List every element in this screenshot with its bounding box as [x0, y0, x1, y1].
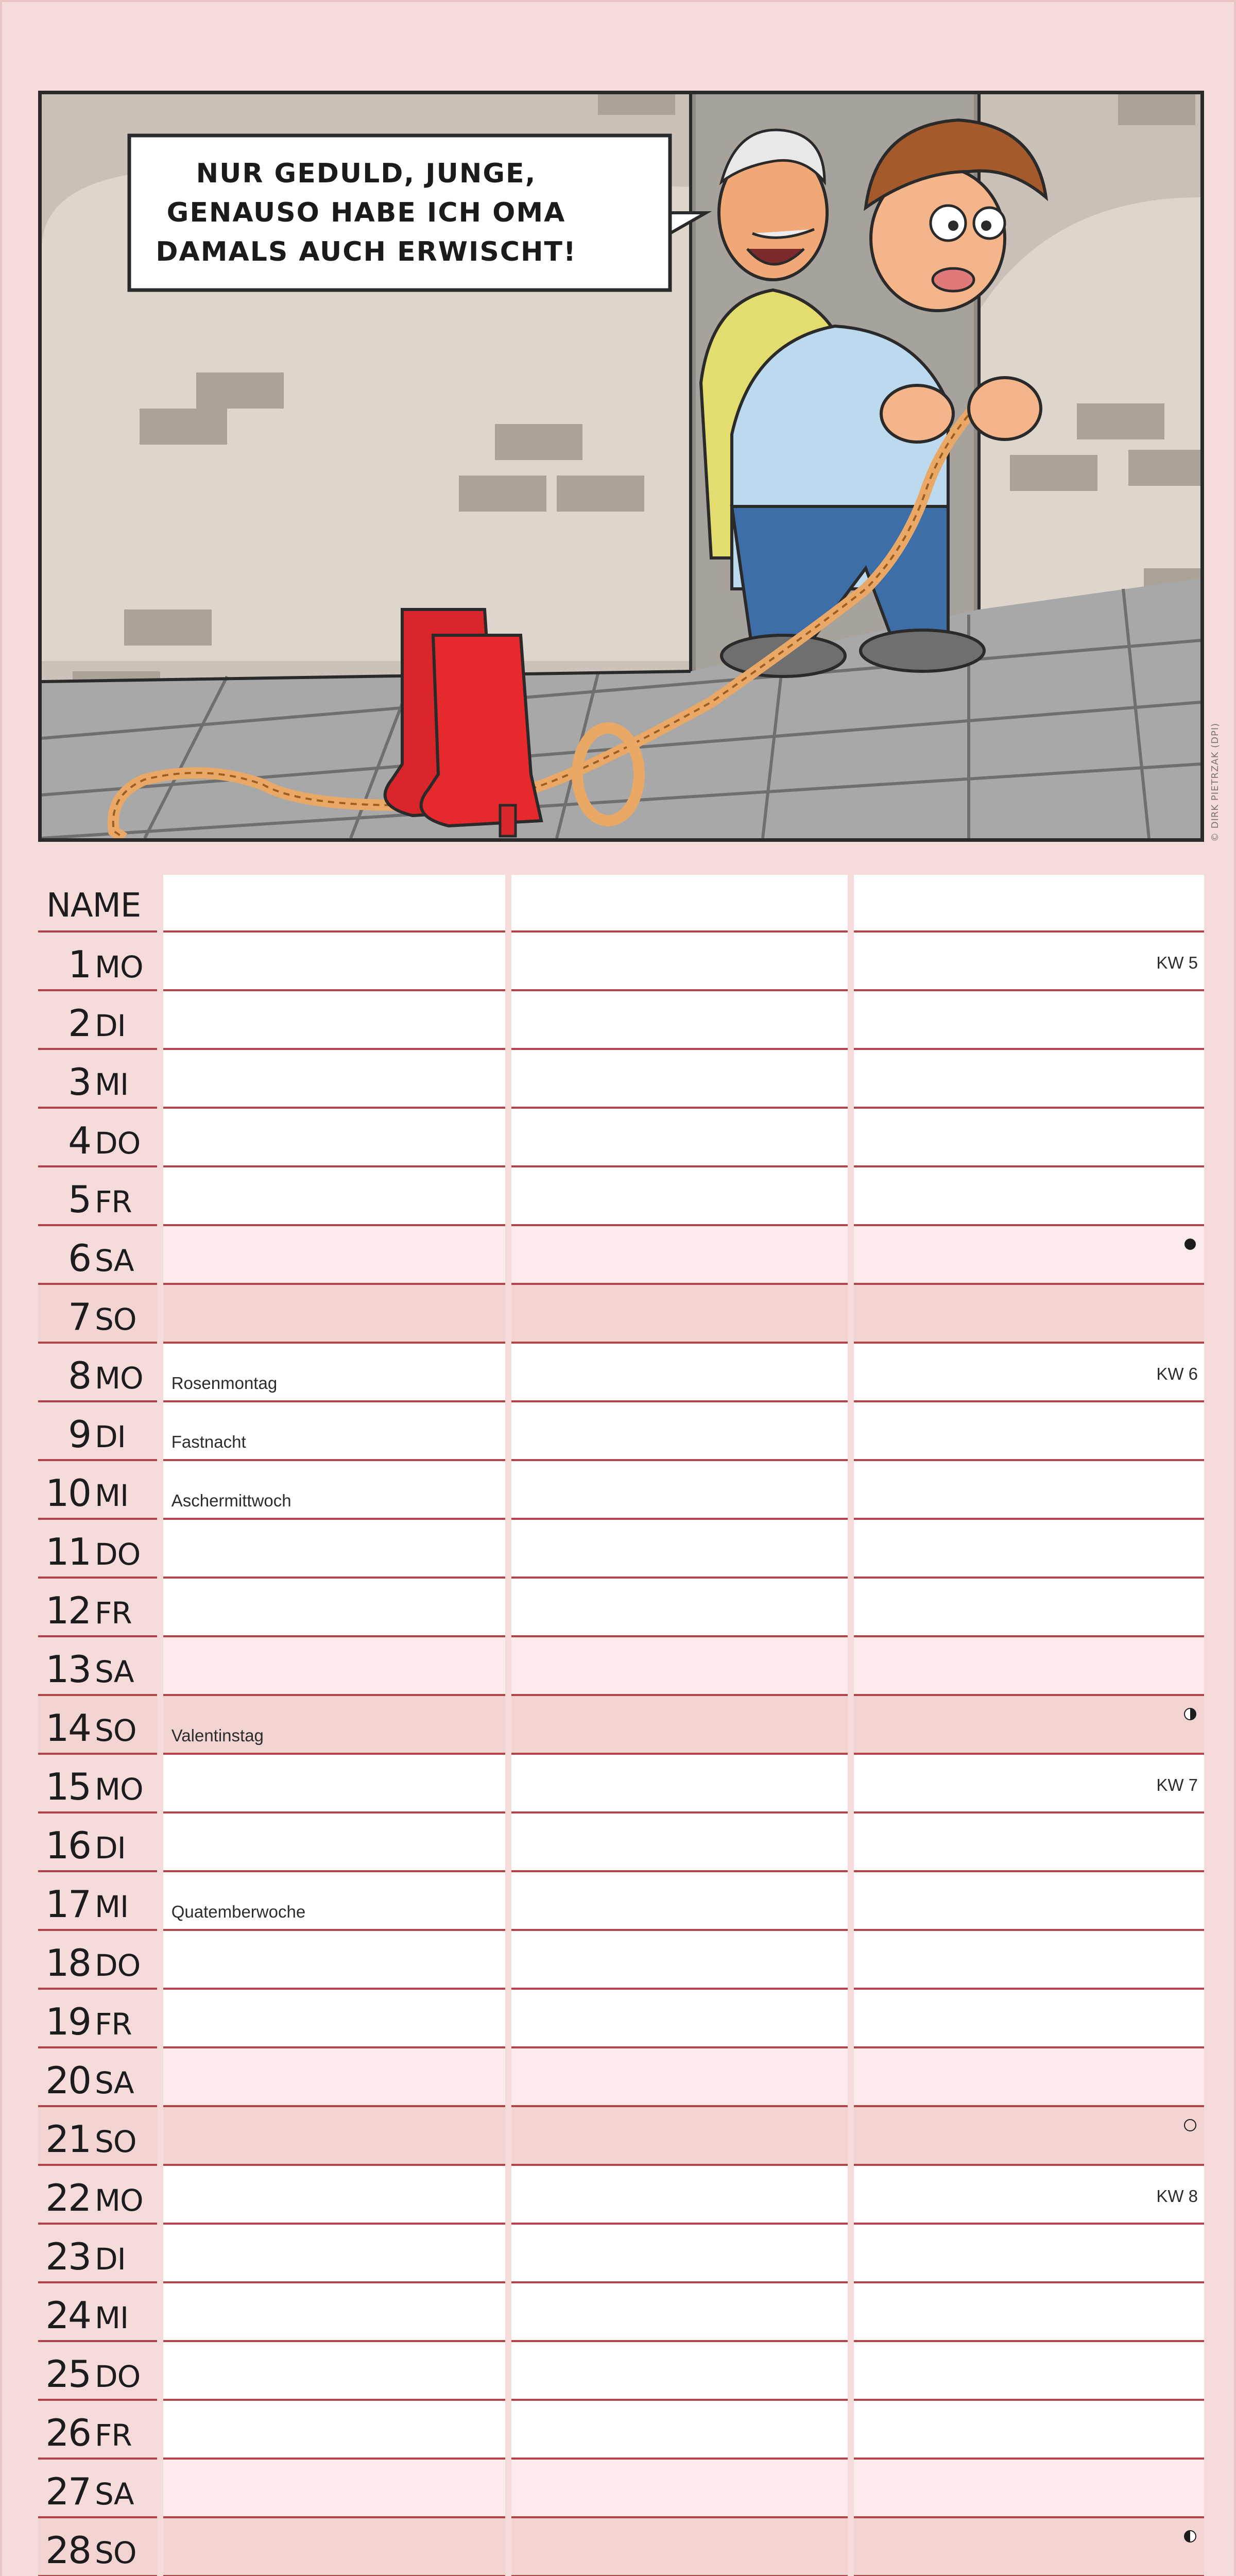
first-quarter-moon-icon — [1183, 1707, 1197, 1721]
weekday-abbrev: DO — [95, 2359, 141, 2394]
day-row — [38, 2107, 1204, 2166]
entry-cell-1[interactable] — [163, 2342, 505, 2401]
day-row — [38, 1109, 1204, 1167]
entry-cell-1[interactable] — [163, 1226, 505, 1285]
day-label-cell — [38, 933, 157, 991]
holiday-label: Valentinstag — [171, 1726, 264, 1745]
entry-cell-3[interactable] — [854, 1344, 1204, 1402]
day-number: 18 — [45, 1941, 91, 1985]
entry-cell-2[interactable] — [511, 1931, 848, 1990]
day-row — [38, 933, 1204, 991]
entry-cell-1[interactable] — [163, 2107, 505, 2166]
day-number: 8 — [68, 1354, 91, 1397]
weekday-abbrev: SO — [95, 1302, 136, 1337]
day-number: 7 — [68, 1295, 91, 1338]
entry-cell-3[interactable] — [854, 1637, 1204, 1696]
day-label-cell — [38, 1050, 157, 1109]
entry-cell-1[interactable] — [163, 991, 505, 1050]
day-row — [38, 1520, 1204, 1579]
day-number: 16 — [45, 1824, 91, 1867]
entry-cell-3[interactable] — [854, 933, 1204, 991]
entry-cell-3[interactable] — [854, 1814, 1204, 1872]
day-row — [38, 1579, 1204, 1637]
entry-cell-2[interactable] — [511, 933, 848, 991]
entry-cell-1[interactable] — [163, 1520, 505, 1579]
entry-cell-3[interactable] — [854, 1285, 1204, 1344]
day-row — [38, 1050, 1204, 1109]
holiday-label: Fastnacht — [171, 1432, 246, 1451]
entry-cell-2[interactable] — [511, 2107, 848, 2166]
entry-cell-1[interactable] — [163, 933, 505, 991]
day-number: 19 — [45, 2000, 91, 2043]
entry-cell-3[interactable] — [854, 1050, 1204, 1109]
weekday-abbrev: SA — [95, 1243, 134, 1278]
day-label-cell — [38, 1990, 157, 2048]
weekday-abbrev: MI — [95, 1478, 129, 1513]
entry-cell-1[interactable] — [163, 1755, 505, 1814]
entry-cell-2[interactable] — [511, 1990, 848, 2048]
speech-bubble-text: NUR GEDULD, JUNGE, GENAUSO HABE ICH OMA DAMALS AUCH ERWISCHT! — [156, 158, 577, 267]
day-row — [38, 2460, 1204, 2518]
day-row — [38, 2225, 1204, 2283]
entry-cell-1[interactable] — [163, 2518, 505, 2576]
weekday-abbrev: MO — [95, 1772, 143, 1807]
entry-cell-1[interactable] — [163, 1990, 505, 2048]
day-number: 22 — [45, 2176, 91, 2219]
day-number: 28 — [45, 2529, 91, 2572]
entry-cell-2[interactable] — [511, 1755, 848, 1814]
entry-cell-3[interactable] — [854, 2107, 1204, 2166]
day-row — [38, 2518, 1204, 2576]
day-label-cell — [38, 1814, 157, 1872]
day-label-cell — [38, 1520, 157, 1579]
entry-cell-3[interactable] — [854, 991, 1204, 1050]
entry-cell-2[interactable] — [511, 1696, 848, 1755]
day-row — [38, 1285, 1204, 1344]
day-label-cell — [38, 1872, 157, 1931]
weekday-abbrev: SA — [95, 2065, 134, 2100]
calendar-week-label: KW 5 — [1156, 953, 1198, 972]
full-moon-icon — [1183, 2119, 1197, 2132]
entry-cell-1[interactable] — [163, 1402, 505, 1461]
day-number: 11 — [45, 1530, 91, 1573]
entry-cell-3[interactable] — [854, 2048, 1204, 2107]
entry-cell-3[interactable] — [854, 1226, 1204, 1285]
day-number: 3 — [68, 1060, 91, 1104]
day-label-cell — [38, 2225, 157, 2283]
day-number: 1 — [68, 943, 91, 986]
entry-cell-2[interactable] — [511, 2401, 848, 2460]
day-number: 25 — [45, 2352, 91, 2396]
weekday-abbrev: MI — [95, 2300, 129, 2335]
entry-cell-2[interactable] — [511, 1579, 848, 1637]
weekday-abbrev: MI — [95, 1067, 129, 1102]
planner-grid — [38, 875, 1204, 2576]
day-label-cell — [38, 2107, 157, 2166]
entry-cell-3[interactable] — [854, 1696, 1204, 1755]
entry-cell-1[interactable] — [163, 1931, 505, 1990]
weekday-abbrev: FR — [95, 1596, 132, 1631]
entry-cell-2[interactable] — [511, 1520, 848, 1579]
calendar-week-label: KW 7 — [1156, 1775, 1198, 1794]
entry-cell-1[interactable] — [163, 2401, 505, 2460]
day-number: 12 — [45, 1589, 91, 1632]
planner-header-row — [38, 875, 1204, 933]
entry-cell-3[interactable] — [854, 2342, 1204, 2401]
day-number: 2 — [68, 1002, 91, 1045]
day-label-cell — [38, 1285, 157, 1344]
name-field-1[interactable] — [163, 875, 505, 933]
entry-cell-2[interactable] — [511, 2518, 848, 2576]
entry-cell-2[interactable] — [511, 1814, 848, 1872]
entry-cell-2[interactable] — [511, 991, 848, 1050]
entry-cell-1[interactable] — [163, 1637, 505, 1696]
day-label-cell — [38, 1109, 157, 1167]
entry-cell-2[interactable] — [511, 1109, 848, 1167]
entry-cell-1[interactable] — [163, 1050, 505, 1109]
entry-cell-1[interactable] — [163, 1167, 505, 1226]
new-moon-icon — [1183, 1238, 1197, 1251]
entry-cell-3[interactable] — [854, 1109, 1204, 1167]
entry-cell-3[interactable] — [854, 1872, 1204, 1931]
day-label-cell — [38, 2048, 157, 2107]
entry-cell-2[interactable] — [511, 1402, 848, 1461]
entry-cell-1[interactable] — [163, 1872, 505, 1931]
entry-cell-3[interactable] — [854, 1402, 1204, 1461]
entry-cell-1[interactable] — [163, 2460, 505, 2518]
day-row — [38, 2048, 1204, 2107]
day-number: 20 — [45, 2059, 91, 2102]
day-row — [38, 1814, 1204, 1872]
entry-cell-2[interactable] — [511, 1226, 848, 1285]
entry-cell-1[interactable] — [163, 1579, 505, 1637]
day-label-cell — [38, 2283, 157, 2342]
day-row — [38, 1990, 1204, 2048]
entry-cell-1[interactable] — [163, 1285, 505, 1344]
day-row — [38, 2401, 1204, 2460]
day-label-cell — [38, 1696, 157, 1755]
weekday-abbrev: MO — [95, 2183, 143, 2218]
last-quarter-moon-icon — [1183, 2530, 1197, 2543]
entry-cell-2[interactable] — [511, 2460, 848, 2518]
holiday-label: Rosenmontag — [171, 1374, 278, 1393]
day-row — [38, 1402, 1204, 1461]
day-label-cell — [38, 1755, 157, 1814]
weekday-abbrev: FR — [95, 2007, 132, 2042]
cartoon-credit: © DIRK PIETRZAK (DPI) — [1210, 722, 1221, 842]
entry-cell-2[interactable] — [511, 1344, 848, 1402]
day-row — [38, 1344, 1204, 1402]
day-number: 5 — [68, 1178, 91, 1221]
day-number: 4 — [68, 1119, 91, 1162]
day-label-cell — [38, 2460, 157, 2518]
day-label-cell — [38, 1344, 157, 1402]
entry-cell-3[interactable] — [854, 1755, 1204, 1814]
weekday-abbrev: SA — [95, 2477, 134, 2512]
entry-cell-3[interactable] — [854, 2283, 1204, 2342]
entry-cell-2[interactable] — [511, 1285, 848, 1344]
entry-cell-3[interactable] — [854, 2518, 1204, 2576]
day-row — [38, 2283, 1204, 2342]
weekday-abbrev: DI — [95, 1008, 126, 1043]
day-label-cell — [38, 991, 157, 1050]
entry-cell-3[interactable] — [854, 1579, 1204, 1637]
day-number: 21 — [45, 2117, 91, 2161]
entry-cell-2[interactable] — [511, 1637, 848, 1696]
day-row — [38, 1226, 1204, 1285]
holiday-label: Quatemberwoche — [171, 1902, 306, 1921]
day-label-cell — [38, 1226, 157, 1285]
day-row — [38, 2166, 1204, 2225]
weekday-abbrev: SO — [95, 2124, 136, 2159]
weekday-abbrev: DI — [95, 2242, 126, 2277]
calendar-week-label: KW 8 — [1156, 2187, 1198, 2206]
day-number: 15 — [45, 1765, 91, 1808]
day-number: 10 — [45, 1471, 91, 1515]
name-field-2[interactable] — [511, 875, 848, 933]
weekday-abbrev: DO — [95, 1537, 141, 1572]
entry-cell-3[interactable] — [854, 2401, 1204, 2460]
entry-cell-3[interactable] — [854, 1520, 1204, 1579]
day-number: 14 — [45, 1706, 91, 1750]
weekday-abbrev: SO — [95, 2535, 136, 2570]
entry-cell-3[interactable] — [854, 2225, 1204, 2283]
day-number: 13 — [45, 1648, 91, 1691]
name-header-cell — [38, 875, 157, 933]
weekday-abbrev: DO — [95, 1948, 141, 1983]
day-label-cell — [38, 2342, 157, 2401]
entry-cell-2[interactable] — [511, 2166, 848, 2225]
weekday-abbrev: DI — [95, 1419, 126, 1454]
day-number: 6 — [68, 1236, 91, 1280]
entry-cell-2[interactable] — [511, 1872, 848, 1931]
day-row — [38, 1637, 1204, 1696]
day-label-cell — [38, 1402, 157, 1461]
entry-cell-2[interactable] — [511, 1167, 848, 1226]
entry-cell-1[interactable] — [163, 2166, 505, 2225]
entry-cell-2[interactable] — [511, 2048, 848, 2107]
entry-cell-1[interactable] — [163, 2225, 505, 2283]
entry-cell-3[interactable] — [854, 1990, 1204, 2048]
cartoon-illustration — [38, 91, 1204, 842]
day-row — [38, 1696, 1204, 1755]
weekday-abbrev: MO — [95, 1361, 143, 1396]
day-label-cell — [38, 1579, 157, 1637]
day-label-cell — [38, 2518, 157, 2576]
entry-cell-1[interactable] — [163, 1344, 505, 1402]
entry-cell-1[interactable] — [163, 1109, 505, 1167]
holiday-label: Aschermittwoch — [171, 1491, 291, 1510]
day-label-cell — [38, 2401, 157, 2460]
day-label-cell — [38, 2166, 157, 2225]
day-number: 17 — [45, 1883, 91, 1926]
day-number: 24 — [45, 2294, 91, 2337]
day-number: 26 — [45, 2411, 91, 2454]
weekday-abbrev: FR — [95, 2418, 132, 2453]
weekday-abbrev: MI — [95, 1889, 129, 1924]
entry-cell-2[interactable] — [511, 2225, 848, 2283]
weekday-abbrev: MO — [95, 950, 143, 985]
entry-cell-1[interactable] — [163, 2048, 505, 2107]
entry-cell-2[interactable] — [511, 2342, 848, 2401]
day-number: 27 — [45, 2470, 91, 2513]
day-label-cell — [38, 1931, 157, 1990]
entry-cell-1[interactable] — [163, 2283, 505, 2342]
weekday-abbrev: FR — [95, 1184, 132, 1219]
day-row — [38, 1167, 1204, 1226]
entry-cell-3[interactable] — [854, 1167, 1204, 1226]
entry-cell-1[interactable] — [163, 1814, 505, 1872]
day-label-cell — [38, 1637, 157, 1696]
entry-cell-1[interactable] — [163, 1461, 505, 1520]
entry-cell-3[interactable] — [854, 2460, 1204, 2518]
weekday-abbrev: SA — [95, 1654, 134, 1689]
day-row — [38, 2342, 1204, 2401]
name-header-label: NAME — [46, 887, 141, 925]
weekday-abbrev: DI — [95, 1831, 126, 1866]
weekday-abbrev: DO — [95, 1126, 141, 1161]
entry-cell-3[interactable] — [854, 1461, 1204, 1520]
entry-cell-2[interactable] — [511, 1050, 848, 1109]
name-field-3[interactable] — [854, 875, 1204, 933]
day-number: 23 — [45, 2235, 91, 2278]
calendar-week-label: KW 6 — [1156, 1364, 1198, 1383]
day-row — [38, 991, 1204, 1050]
entry-cell-3[interactable] — [854, 2166, 1204, 2225]
weekday-abbrev: SO — [95, 1713, 136, 1748]
day-row — [38, 1755, 1204, 1814]
entry-cell-3[interactable] — [854, 1931, 1204, 1990]
day-row — [38, 1931, 1204, 1990]
day-number: 9 — [68, 1413, 91, 1456]
entry-cell-1[interactable] — [163, 1696, 505, 1755]
day-rows — [38, 933, 1204, 2576]
entry-cell-2[interactable] — [511, 1461, 848, 1520]
day-label-cell — [38, 1167, 157, 1226]
day-row — [38, 1461, 1204, 1520]
day-row — [38, 1872, 1204, 1931]
entry-cell-2[interactable] — [511, 2283, 848, 2342]
day-label-cell — [38, 1461, 157, 1520]
